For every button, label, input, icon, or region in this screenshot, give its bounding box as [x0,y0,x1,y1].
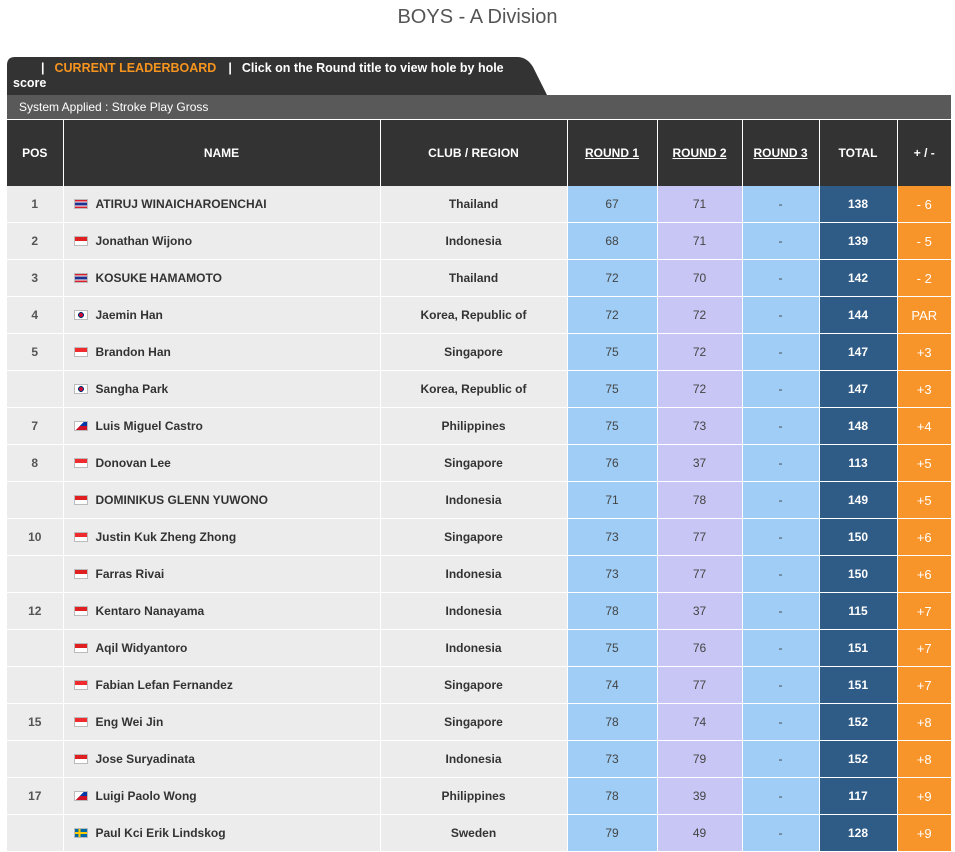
cell-round-2: 78 [657,482,742,519]
cell-total: 151 [819,667,897,704]
player-name: KOSUKE HAMAMOTO [95,271,222,285]
cell-club: Thailand [380,260,567,297]
singapore-flag-icon [74,680,88,690]
cell-round-1: 73 [567,519,657,556]
singapore-flag-icon [74,717,88,727]
cell-round-2: 72 [657,371,742,408]
cell-par: - 5 [897,223,951,260]
cell-club: Sweden [380,815,567,852]
cell-round-3: - [742,815,819,852]
cell-name [63,260,380,297]
table-row [7,741,951,778]
cell-round-3: - [742,778,819,815]
korea-flag-icon [74,310,88,320]
cell-total: 117 [819,778,897,815]
tab-separator: | [41,61,45,75]
cell-round-1: 71 [567,482,657,519]
cell-name [63,815,380,852]
cell-round-2: 72 [657,297,742,334]
cell-pos: 8 [7,445,63,482]
indonesia-flag-icon [74,754,88,764]
table-row [7,371,951,408]
cell-round-3: - [742,741,819,778]
cell-round-3: - [742,667,819,704]
cell-round-2: 70 [657,260,742,297]
table-row [7,630,951,667]
cell-round-1: 75 [567,630,657,667]
cell-pos [7,815,63,852]
cell-total: 139 [819,223,897,260]
cell-par: - 6 [897,186,951,223]
cell-round-2: 72 [657,334,742,371]
cell-club: Singapore [380,334,567,371]
cell-round-2: 76 [657,630,742,667]
indonesia-flag-icon [74,606,88,616]
cell-pos [7,667,63,704]
cell-total: 150 [819,556,897,593]
cell-pos: 3 [7,260,63,297]
cell-club: Indonesia [380,482,567,519]
singapore-flag-icon [74,347,88,357]
cell-name [63,704,380,741]
cell-pos [7,482,63,519]
cell-name [63,556,380,593]
col-header-club: CLUB / REGION [380,120,567,186]
cell-round-2: 71 [657,223,742,260]
cell-round-3: - [742,445,819,482]
singapore-flag-icon [74,458,88,468]
cell-par: +7 [897,630,951,667]
leaderboard-table [7,120,951,852]
cell-pos: 2 [7,223,63,260]
cell-total: 149 [819,482,897,519]
player-name: Eng Wei Jin [95,715,164,729]
cell-total: 152 [819,704,897,741]
indonesia-flag-icon [74,643,88,653]
korea-flag-icon [74,384,88,394]
cell-round-2: 77 [657,667,742,704]
cell-name [63,667,380,704]
cell-name [63,741,380,778]
system-applied-bar: System Applied : Stroke Play Gross [7,95,951,119]
cell-club: Philippines [380,408,567,445]
thailand-flag-icon [74,273,88,283]
cell-round-3: - [742,556,819,593]
round-hint-text-cont: score [13,76,47,90]
cell-round-1: 75 [567,334,657,371]
cell-round-3: - [742,371,819,408]
tab-text [7,61,513,91]
cell-par: +7 [897,593,951,630]
table-row [7,593,951,630]
cell-club: Indonesia [380,223,567,260]
col-header-round-3[interactable]: ROUND 3 [742,120,819,186]
table-row [7,186,951,223]
col-header-pos: POS [7,120,63,186]
cell-club: Indonesia [380,593,567,630]
cell-round-3: - [742,297,819,334]
table-row [7,408,951,445]
cell-round-3: - [742,186,819,223]
cell-round-3: - [742,482,819,519]
player-name: Luis Miguel Castro [95,419,203,433]
col-header-round-1[interactable]: ROUND 1 [567,120,657,186]
cell-round-3: - [742,408,819,445]
player-name: Jonathan Wijono [95,234,193,248]
cell-total: 138 [819,186,897,223]
singapore-flag-icon [74,532,88,542]
table-row [7,815,951,852]
player-name: Sangha Park [95,382,169,396]
cell-name [63,778,380,815]
page-title: BOYS - A Division [397,6,558,28]
cell-total: 152 [819,741,897,778]
cell-name [63,408,380,445]
cell-par: +6 [897,556,951,593]
table-row [7,482,951,519]
player-name: Jose Suryadinata [95,752,195,766]
cell-total: 144 [819,297,897,334]
table-row [7,297,951,334]
thailand-flag-icon [74,199,88,209]
cell-round-2: 73 [657,408,742,445]
cell-round-1: 74 [567,667,657,704]
table-row [7,223,951,260]
player-name: Paul Kci Erik Lindskog [95,826,226,840]
col-header-total: TOTAL [819,120,897,186]
cell-round-2: 71 [657,186,742,223]
cell-club: Indonesia [380,556,567,593]
cell-name [63,593,380,630]
cell-club: Singapore [380,519,567,556]
philippines-flag-icon [74,421,88,431]
player-name: Brandon Han [95,345,171,359]
col-header-round-2[interactable]: ROUND 2 [657,120,742,186]
player-name: Jaemin Han [95,308,163,322]
cell-pos: 15 [7,704,63,741]
cell-pos: 5 [7,334,63,371]
cell-club: Indonesia [380,741,567,778]
cell-round-1: 75 [567,408,657,445]
indonesia-flag-icon [74,569,88,579]
cell-round-1: 79 [567,815,657,852]
cell-total: 142 [819,260,897,297]
cell-par: +3 [897,334,951,371]
cell-club: Singapore [380,704,567,741]
cell-round-1: 73 [567,556,657,593]
cell-total: 147 [819,334,897,371]
cell-total: 113 [819,445,897,482]
cell-round-2: 49 [657,815,742,852]
col-header-par: + / - [897,120,951,186]
cell-pos [7,630,63,667]
cell-total: 147 [819,371,897,408]
cell-round-2: 77 [657,556,742,593]
cell-pos: 1 [7,186,63,223]
cell-round-2: 37 [657,445,742,482]
round-hint-text: Click on the Round title to view hole by hole [241,61,504,75]
indonesia-flag-icon [74,236,88,246]
cell-club: Thailand [380,186,567,223]
cell-par: +8 [897,704,951,741]
cell-name [63,630,380,667]
cell-total: 151 [819,630,897,667]
sweden-flag-icon [74,828,88,838]
cell-par: +9 [897,778,951,815]
cell-round-1: 75 [567,371,657,408]
col-header-name: NAME [63,120,380,186]
player-name: DOMINIKUS GLENN YUWONO [95,493,268,507]
cell-name [63,334,380,371]
cell-round-3: - [742,704,819,741]
cell-round-2: 37 [657,593,742,630]
cell-round-1: 72 [567,297,657,334]
cell-total: 128 [819,815,897,852]
cell-round-1: 72 [567,260,657,297]
cell-par: +6 [897,519,951,556]
table-row [7,704,951,741]
cell-round-3: - [742,519,819,556]
cell-total: 115 [819,593,897,630]
cell-name [63,186,380,223]
cell-round-3: - [742,593,819,630]
cell-pos: 17 [7,778,63,815]
cell-par: - 2 [897,260,951,297]
cell-club: Indonesia [380,630,567,667]
cell-par: +5 [897,445,951,482]
cell-round-3: - [742,260,819,297]
cell-pos [7,556,63,593]
player-name: Fabian Lefan Fernandez [95,678,233,692]
player-name: Donovan Lee [95,456,171,470]
table-row [7,519,951,556]
cell-round-1: 76 [567,445,657,482]
cell-club: Philippines [380,778,567,815]
cell-name [63,519,380,556]
cell-pos: 10 [7,519,63,556]
player-name: Kentaro Nanayama [95,604,205,618]
cell-club: Korea, Republic of [380,297,567,334]
player-name: Aqil Widyantoro [95,641,188,655]
cell-name [63,371,380,408]
indonesia-flag-icon [74,495,88,505]
cell-round-2: 79 [657,741,742,778]
cell-round-2: 74 [657,704,742,741]
cell-total: 148 [819,408,897,445]
cell-club: Korea, Republic of [380,371,567,408]
cell-round-1: 78 [567,778,657,815]
player-name: Farras Rivai [95,567,165,581]
player-name: Luigi Paolo Wong [95,789,197,803]
table-row [7,778,951,815]
cell-round-2: 77 [657,519,742,556]
cell-par: +9 [897,815,951,852]
cell-round-1: 67 [567,186,657,223]
cell-pos: 7 [7,408,63,445]
cell-round-1: 68 [567,223,657,260]
philippines-flag-icon [74,791,88,801]
cell-par: +5 [897,482,951,519]
cell-club: Singapore [380,445,567,482]
tab-separator: | [228,61,232,75]
cell-par: +4 [897,408,951,445]
cell-pos: 12 [7,593,63,630]
player-name: Justin Kuk Zheng Zhong [95,530,237,544]
cell-par: +8 [897,741,951,778]
cell-club: Singapore [380,667,567,704]
cell-round-1: 73 [567,741,657,778]
cell-name [63,445,380,482]
cell-total: 150 [819,519,897,556]
cell-name [63,223,380,260]
table-row [7,445,951,482]
cell-name [63,482,380,519]
table-row [7,334,951,371]
table-row [7,667,951,704]
current-leaderboard-tab[interactable]: CURRENT LEADERBOARD [54,61,217,75]
cell-par: +7 [897,667,951,704]
table-row [7,260,951,297]
leaderboard-tab-bar [7,57,553,95]
cell-round-3: - [742,630,819,667]
cell-pos: 4 [7,297,63,334]
cell-par: PAR [897,297,951,334]
table-row [7,556,951,593]
cell-round-3: - [742,334,819,371]
cell-round-1: 78 [567,593,657,630]
cell-pos [7,371,63,408]
cell-name [63,297,380,334]
cell-round-3: - [742,223,819,260]
cell-round-2: 39 [657,778,742,815]
cell-par: +3 [897,371,951,408]
table-header-row [7,120,951,186]
cell-pos [7,741,63,778]
player-name: ATIRUJ WINAICHAROENCHAI [95,197,267,211]
cell-round-1: 78 [567,704,657,741]
